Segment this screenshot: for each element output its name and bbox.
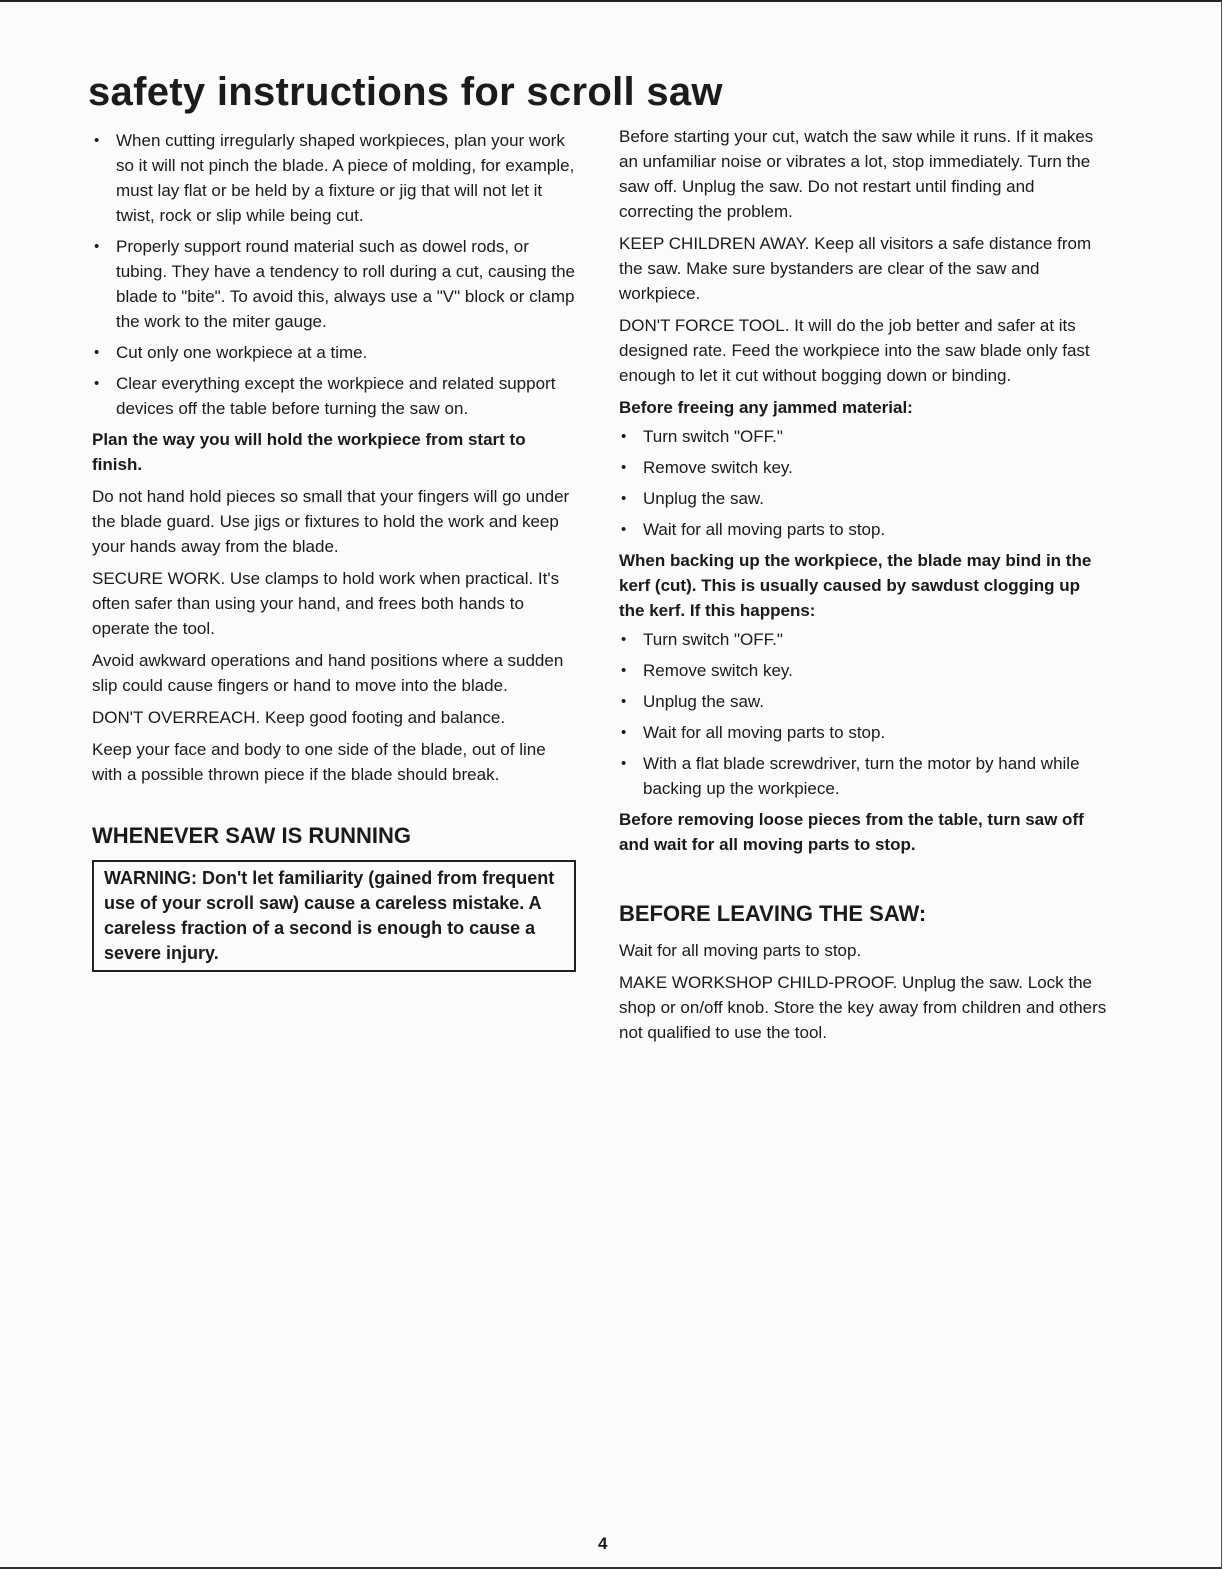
paragraph: Keep your face and body to one side of the blade, out of line with a possible thrown piece if the blade should break. xyxy=(92,740,546,784)
left-column xyxy=(92,128,578,972)
list-item: • Clear everything except the workpiece and related support devices off the table before turning the saw on. xyxy=(92,371,578,421)
paragraph: DON'T OVERREACH. Keep good footing and balance. xyxy=(92,708,506,727)
paragraph: DON'T FORCE TOOL. It will do the job better and safer at its designed rate. Feed the workpiece into the saw blade only fast enough to let it cut without bogging down or binding. xyxy=(619,316,1090,385)
left-bullet-list xyxy=(92,128,578,421)
paragraph: Avoid awkward operations and hand positions where a sudden slip could cause fingers or hand to move into the blade. xyxy=(92,651,564,695)
loose-pieces-note: Before removing loose pieces from the table, turn saw off and wait for all moving parts to stop. xyxy=(619,810,1084,854)
paragraph: Wait for all moving parts to stop. xyxy=(619,941,862,960)
list-item: • With a flat blade screwdriver, turn the motor by hand while backing up the workpiece. xyxy=(619,751,1109,801)
paragraph: Do not hand hold pieces so small that your fingers will go under the blade guard. Use jigs or fixtures to hold the work and keep your hands away from the blade. xyxy=(92,487,570,556)
jammed-steps-list xyxy=(619,424,1109,542)
list-item: • Properly support round material such as dowel rods, or tubing. They have a tendency to roll during a cut, causing the blade to "bite". To avoid this, always use a "V" block or clamp the work to the miter gauge. xyxy=(92,234,578,334)
list-item: • When cutting irregularly shaped workpieces, plan your work so it will not pinch the blade. A piece of molding, for example, must lay flat or be held by a fixture or jig that will not let it twist, rock or slip while being cut. xyxy=(92,128,578,228)
list-item: • Cut only one workpiece at a time. xyxy=(92,340,578,365)
warning-box: WARNING: Don't let familiarity (gained from frequent use of your scroll saw) cause a careless mistake. A careless fraction of a second is enough to cause a severe injury. xyxy=(92,860,576,972)
list-item: • Unplug the saw. xyxy=(619,689,1109,714)
list-item: • Turn switch "OFF." xyxy=(619,627,1109,652)
paragraph: MAKE WORKSHOP CHILD-PROOF. Unplug the saw. Lock the shop or on/off knob. Store the key away from children and others not qualified to use the tool. xyxy=(619,973,1107,1042)
list-item: • Wait for all moving parts to stop. xyxy=(619,517,1109,542)
paragraph: SECURE WORK. Use clamps to hold work when practical. It's often safer than using your hand, and frees both hands to operate the tool. xyxy=(92,569,560,638)
list-item: • Remove switch key. xyxy=(619,658,1109,683)
paragraph: Before starting your cut, watch the saw while it runs. If it makes an unfamiliar noise or vibrates a lot, stop immediately. Turn the saw off. Unplug the saw. Do not restart until finding and correcting the problem. xyxy=(619,127,1094,221)
list-item: • Turn switch "OFF." xyxy=(619,424,1109,449)
list-item: • Unplug the saw. xyxy=(619,486,1109,511)
backing-steps-list xyxy=(619,627,1109,801)
running-heading: WHENEVER SAW IS RUNNING xyxy=(92,823,412,848)
paragraph: KEEP CHILDREN AWAY. Keep all visitors a safe distance from the saw. Make sure bystanders are clear of the saw and workpiece. xyxy=(619,234,1092,303)
page-title: safety instructions for scroll saw xyxy=(88,70,723,114)
backing-heading: When backing up the workpiece, the blade may bind in the kerf (cut). This is usually caused by sawdust clogging up the kerf. If this happens: xyxy=(619,551,1092,620)
plan-heading: Plan the way you will hold the workpiece from start to finish. xyxy=(92,430,526,474)
page-number: 4 xyxy=(598,1534,608,1553)
list-item: • Remove switch key. xyxy=(619,455,1109,480)
right-column xyxy=(619,124,1109,1052)
list-item: • Wait for all moving parts to stop. xyxy=(619,720,1109,745)
jammed-heading: Before freeing any jammed material: xyxy=(619,398,913,417)
leaving-heading: BEFORE LEAVING THE SAW: xyxy=(619,901,927,926)
